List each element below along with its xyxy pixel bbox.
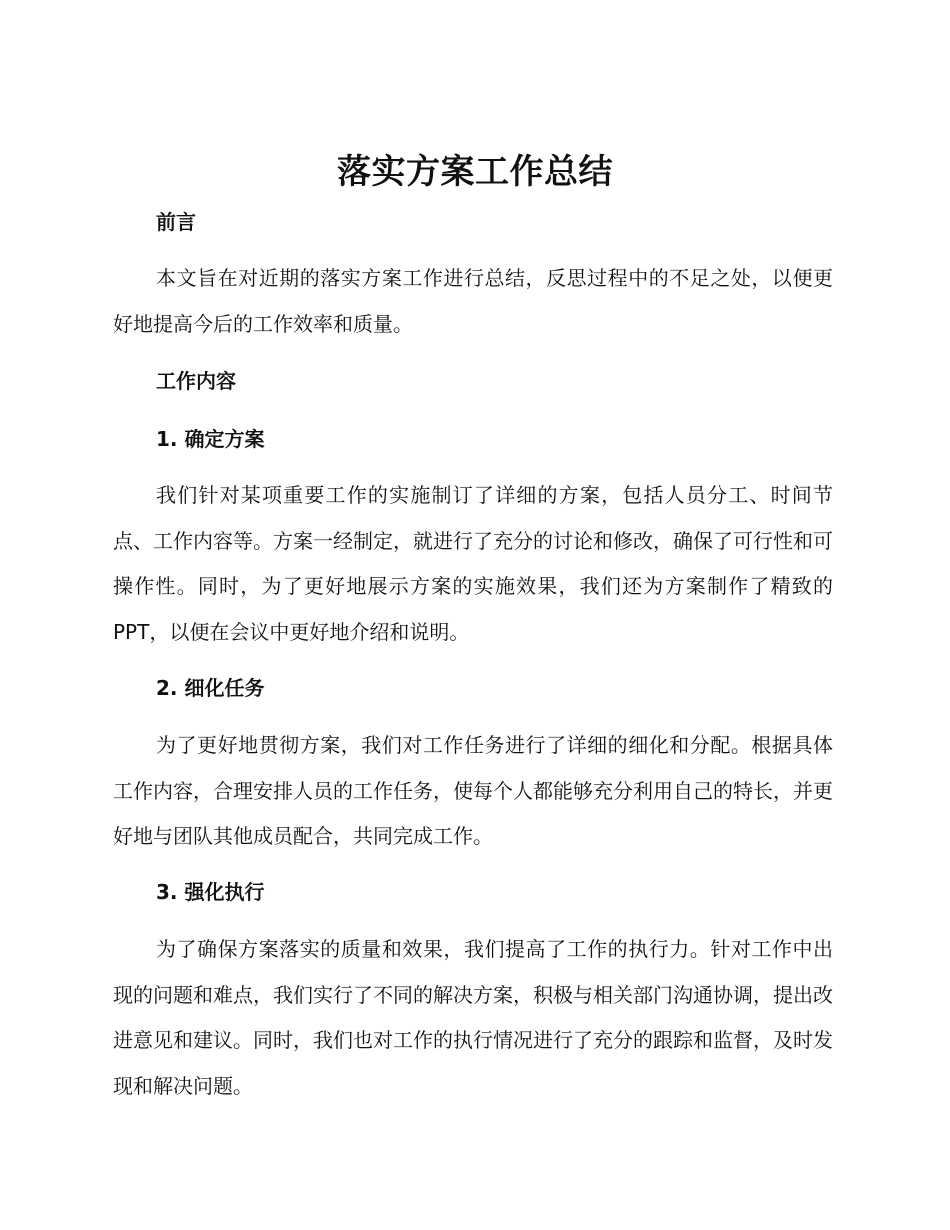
- paragraph-determine-plan: 我们针对某项重要工作的实施制订了详细的方案，包括人员分工、时间节点、工作内容等。方案一经制定，就进行了充分的讨论和修改，确保了可行性和可操作性。同时，为了更好地展示方案的实施效果，我们还为方案制作了精致的 PPT，以便在会议中更好地介绍和说明。: [113, 483, 833, 644]
- section-heading-work-content: 工作内容: [156, 369, 236, 393]
- paragraph-refine-tasks: 为了更好地贯彻方案，我们对工作任务进行了详细的细化和分配。根据具体工作内容，合理安排人员的工作任务，使每个人都能够充分利用自己的特长，并更好地与团队其他成员配合，共同完成工作。: [113, 733, 833, 848]
- section-heading-refine-tasks: 2. 细化任务: [156, 676, 265, 700]
- document-title: 落实方案工作总结: [337, 152, 613, 192]
- paragraph-preface: 本文旨在对近期的落实方案工作进行总结，反思过程中的不足之处，以便更好地提高今后的工作效率和质量。: [113, 266, 833, 336]
- section-heading-determine-plan: 1. 确定方案: [156, 427, 265, 451]
- paragraph-strengthen-execution: 为了确保方案落实的质量和效果，我们提高了工作的执行力。针对工作中出现的问题和难点，我们实行了不同的解决方案，积极与相关部门沟通协调，提出改进意见和建议。同时，我们也对工作的执行情况进行了充分的跟踪和监督，及时发现和解决问题。: [113, 937, 833, 1098]
- section-heading-preface: 前言: [156, 210, 196, 234]
- section-heading-strengthen-execution: 3. 强化执行: [156, 880, 265, 904]
